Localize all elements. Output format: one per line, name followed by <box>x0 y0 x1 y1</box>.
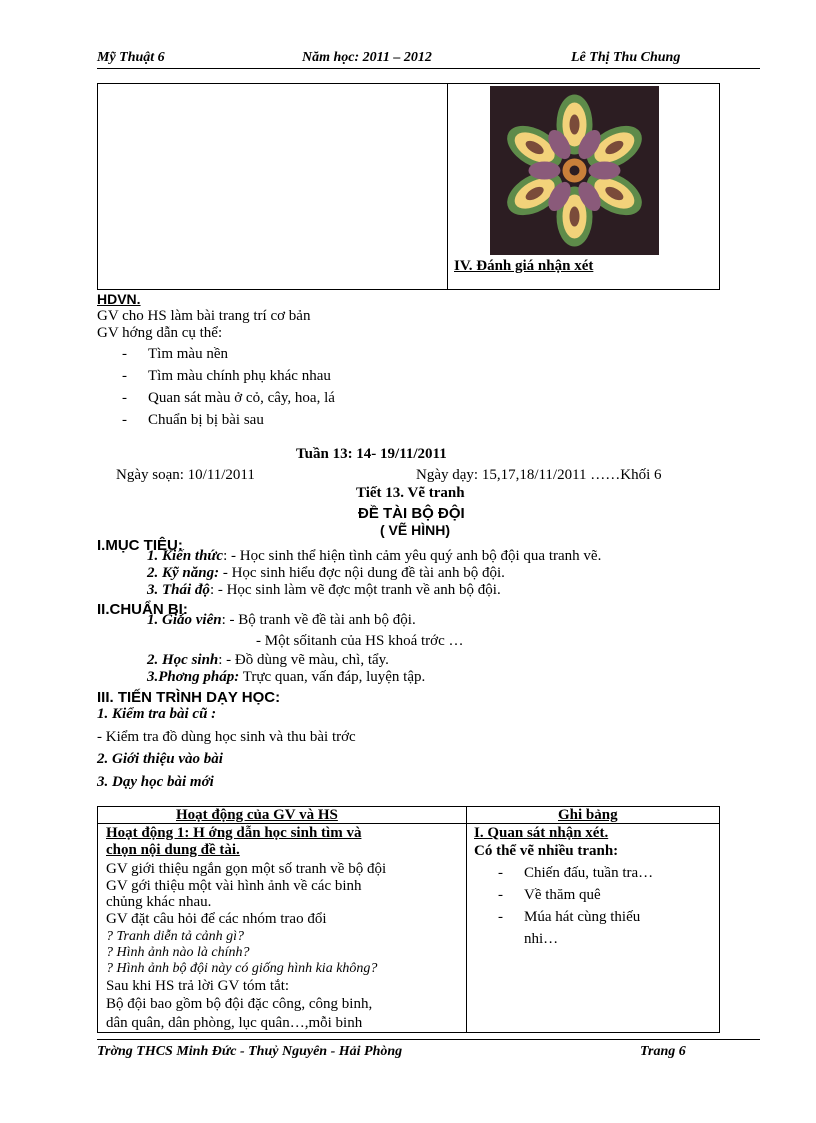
objective-skills: 2. Kỹ năng: - Học sinh hiểu đợc nội dung đề tài anh bộ đội. <box>147 565 505 581</box>
footer-rule <box>97 1039 760 1040</box>
top-table-divider <box>447 84 448 289</box>
lesson-teach-date: Ngày dạy: 15,17,18/11/2011 ……Khối 6 <box>416 467 662 483</box>
activity-line: GV giới thiệu ngắn gọn một số tranh về bộ đội <box>106 861 387 877</box>
header-school-year: Năm học: 2011 – 2012 <box>302 50 432 65</box>
process-step2: 2. Giới thiệu vào bài <box>97 751 223 767</box>
activity-title-2: chọn nội dung đề tài. <box>106 842 240 858</box>
hdvn-item: - Tìm màu nền <box>122 346 228 362</box>
activity-question: ? Tranh diễn tả cảnh gì? <box>106 929 245 944</box>
activity-line: GV gới thiệu một vài hình ảnh về các binh <box>106 878 362 894</box>
notes-title: I. Quan sát nhận xét. <box>474 825 609 841</box>
lesson-prep-date: Ngày soạn: 10/11/2011 <box>116 467 255 483</box>
process-heading: III. TIẾN TRÌNH DẠY HỌC: <box>97 689 281 706</box>
activity-line: chủng khác nhau. <box>106 894 212 910</box>
activity-summary: Bộ đội bao gồm bộ đội đặc công, công binh, <box>106 996 373 1012</box>
decorative-pattern-image <box>490 86 659 255</box>
top-table-caption: IV. Đánh giá nhận xét <box>454 258 594 274</box>
header-rule <box>97 68 760 69</box>
lesson-topic-sub: ( VẼ HÌNH) <box>380 522 450 538</box>
objectives-heading: I.MỤC TIÊU: <box>97 537 183 554</box>
lesson-period: Tiết 13. Vẽ tranh <box>356 485 465 501</box>
process-step1-text: - Kiểm tra đồ dùng học sinh và thu bài trớc <box>97 729 356 745</box>
notes-item: - Về thăm quê <box>498 887 601 903</box>
activity-question: ? Hình ảnh nào là chính? <box>106 945 250 960</box>
preparation-method: 3.Phơng pháp: Trực quan, vấn đáp, luyện tập. <box>147 669 426 685</box>
top-table <box>97 83 720 290</box>
header-teacher: Lê Thị Thu Chung <box>571 50 681 65</box>
hdvn-title: HDVN. <box>97 291 141 307</box>
preparation-heading: II.CHUẨN BỊ: <box>97 601 188 618</box>
hdvn-item: - Tìm màu chính phụ khác nhau <box>122 368 331 384</box>
hdvn-item: - Quan sát màu ở cỏ, cây, hoa, lá <box>122 390 335 406</box>
activity-summary: dân quân, dân phòng, lục quân…,mỗi binh <box>106 1015 363 1031</box>
preparation-teacher-2: - Một sốitanh của HS khoá trớc … <box>256 633 464 649</box>
preparation-student: 2. Học sinh: - Đồ dùng vẽ màu, chì, tẩy. <box>147 652 389 668</box>
activity-table <box>97 806 720 1033</box>
activity-col1-header: Hoạt động của GV và HS <box>176 807 338 823</box>
activity-summary: Sau khi HS trả lời GV tóm tắt: <box>106 978 290 994</box>
process-step1: 1. Kiểm tra bài cũ : <box>97 706 217 722</box>
activity-col2-header: Ghi bảng <box>558 807 618 823</box>
header-subject: Mỹ Thuật 6 <box>97 50 165 65</box>
activity-title: Hoạt động 1: H ớng dẫn học sinh tìm và <box>106 825 362 841</box>
hdvn-line2: GV hớng dẫn cụ thể: <box>97 325 223 341</box>
activity-line: GV đặt câu hỏi để các nhóm trao đổi <box>106 911 327 927</box>
notes-item: - Múa hát cùng thiếu <box>498 909 641 925</box>
preparation-teacher: 1. Giáo viên: - Bộ tranh về đề tài anh bộ đội. <box>147 612 416 628</box>
notes-item-cont: nhi… <box>524 931 559 947</box>
notes-item: - Chiến đấu, tuần tra… <box>498 865 654 881</box>
hdvn-line1: GV cho HS làm bài trang trí cơ bản <box>97 308 311 324</box>
footer-page: Trang 6 <box>640 1044 686 1059</box>
process-step3: 3. Dạy học bài mới <box>97 774 214 790</box>
objective-knowledge: 1. Kiến thức: - Học sinh thể hiện tình cảm yêu quý anh bộ đội qua tranh vẽ. <box>147 548 602 564</box>
lesson-topic: ĐỀ TÀI BỘ ĐỘI <box>358 505 465 522</box>
objective-attitude: 3. Thái độ: - Học sinh làm vẽ đợc một tranh về anh bộ đội. <box>147 582 501 598</box>
footer-school: Trờng THCS Minh Đức - Thuỷ Nguyên - Hải Phòng <box>97 1044 403 1059</box>
activity-table-divider <box>466 807 467 1032</box>
hdvn-item: - Chuẩn bị bị bài sau <box>122 412 264 428</box>
lesson-week: Tuần 13: 14- 19/11/2011 <box>296 446 447 462</box>
notes-subtitle: Có thể vẽ nhiều tranh: <box>474 843 619 859</box>
activity-question: ? Hình ảnh bộ đội này có giống hình kia không? <box>106 961 378 976</box>
